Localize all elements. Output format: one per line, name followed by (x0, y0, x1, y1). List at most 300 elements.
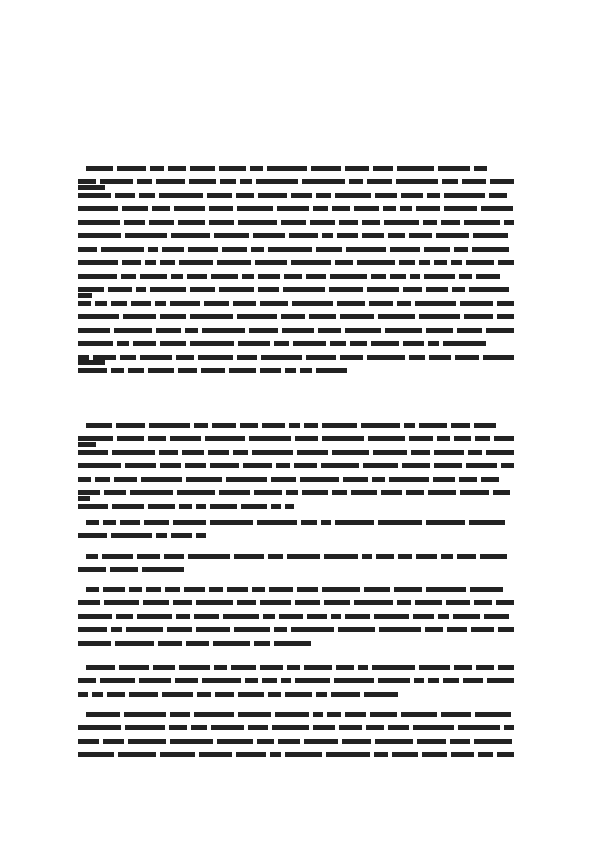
text-word (306, 355, 336, 360)
text-word (504, 725, 514, 730)
text-word (227, 587, 248, 592)
text-word (208, 450, 229, 455)
text-word (322, 423, 357, 428)
text-word (345, 166, 369, 171)
text-line (78, 225, 518, 235)
text-word (339, 725, 362, 730)
text-word (331, 614, 341, 619)
text-word (424, 274, 455, 279)
text-word (294, 463, 317, 468)
paragraph-2 (78, 415, 518, 509)
text-word (159, 450, 178, 455)
text-word (125, 725, 165, 730)
text-word (481, 477, 499, 482)
text-word (190, 287, 215, 292)
text-word (189, 179, 216, 184)
text-word (437, 436, 450, 441)
text-word (354, 600, 393, 605)
text-word (101, 247, 144, 252)
text-word (120, 520, 140, 525)
text-word (322, 436, 364, 441)
text-word (474, 166, 487, 171)
text-word (142, 567, 184, 572)
text-word (379, 627, 421, 632)
text-word (220, 179, 236, 184)
text-word (100, 678, 135, 683)
text-word (454, 247, 468, 252)
text-word (128, 368, 144, 373)
text-word (78, 193, 111, 198)
text-word (373, 166, 393, 171)
text-word (173, 600, 192, 605)
text-word (403, 341, 424, 346)
text-word (313, 206, 328, 211)
text-word (371, 274, 386, 279)
text-word (108, 287, 132, 292)
text-word (78, 739, 99, 744)
text-word (292, 301, 333, 306)
text-word (250, 166, 263, 171)
text-word (136, 287, 146, 292)
text-word (217, 260, 251, 265)
text-word (258, 274, 280, 279)
text-word (110, 567, 138, 572)
text-word (100, 179, 133, 184)
text-word (202, 328, 245, 333)
text-word (190, 166, 215, 171)
text-word (307, 614, 327, 619)
text-word (362, 233, 384, 238)
text-word (129, 692, 158, 697)
text-word (268, 247, 312, 252)
text-word (358, 665, 368, 670)
text-word (302, 490, 328, 495)
text-word (397, 301, 411, 306)
text-word (196, 533, 206, 538)
text-word (285, 752, 322, 757)
text-word (390, 247, 420, 252)
text-word (78, 233, 121, 238)
text-word (487, 678, 514, 683)
text-word (388, 725, 409, 730)
text-word (115, 641, 154, 646)
text-line (78, 559, 518, 569)
text-word (124, 712, 166, 717)
text-word (459, 274, 472, 279)
text-word (243, 463, 272, 468)
text-word (363, 463, 398, 468)
text-word (378, 678, 410, 683)
text-line (78, 670, 518, 680)
text-word (367, 179, 392, 184)
text-word (460, 301, 493, 306)
text-word (78, 725, 121, 730)
text-word (442, 179, 458, 184)
text-word (156, 328, 181, 333)
text-word (295, 600, 320, 605)
text-word (86, 520, 99, 525)
text-word (171, 233, 210, 238)
text-word (126, 627, 163, 632)
text-word (281, 678, 291, 683)
text-word (426, 587, 466, 592)
text-word (238, 692, 264, 697)
paragraph-6 (78, 657, 518, 697)
text-line (78, 212, 518, 222)
text-word (131, 301, 151, 306)
paragraph-3 (78, 512, 518, 539)
text-word (361, 423, 400, 428)
text-line (78, 293, 518, 303)
text-word (300, 477, 339, 482)
text-word (238, 712, 271, 717)
text-word (178, 368, 197, 373)
text-word (179, 504, 192, 509)
text-word (211, 725, 244, 730)
text-word (389, 477, 429, 482)
text-word (162, 247, 184, 252)
text-word (283, 287, 325, 292)
text-word (78, 641, 111, 646)
text-line (78, 239, 518, 249)
text-word (459, 477, 477, 482)
text-line (78, 266, 518, 276)
text-word (450, 739, 470, 744)
text-word (179, 260, 213, 265)
text-word (214, 665, 227, 670)
text-line (78, 546, 518, 556)
text-word (454, 665, 472, 670)
text-word (324, 554, 358, 559)
text-word (471, 627, 494, 632)
text-word (309, 314, 336, 319)
text-word (148, 247, 158, 252)
text-word (213, 641, 250, 646)
text-word (212, 423, 236, 428)
text-line (78, 347, 518, 357)
text-word (463, 678, 483, 683)
text-word (321, 520, 331, 525)
text-word (198, 355, 233, 360)
text-word (103, 520, 116, 525)
text-word (327, 712, 341, 717)
text-word (226, 477, 267, 482)
text-word (304, 423, 318, 428)
text-word (330, 341, 346, 346)
text-word (498, 627, 514, 632)
text-word (160, 314, 186, 319)
text-word (332, 490, 347, 495)
text-word (93, 355, 116, 360)
text-line (78, 252, 518, 262)
text-word (78, 355, 89, 360)
text-word (150, 287, 186, 292)
text-word (276, 463, 290, 468)
text-word (78, 314, 119, 319)
text-word (241, 504, 267, 509)
text-word (475, 436, 490, 441)
text-word (201, 368, 225, 373)
text-word (362, 554, 372, 559)
text-word (219, 287, 254, 292)
text-word (289, 423, 300, 428)
text-word (402, 463, 430, 468)
text-word (400, 206, 412, 211)
text-word (182, 450, 204, 455)
text-word (291, 193, 312, 198)
text-word (426, 287, 448, 292)
text-word (434, 260, 447, 265)
text-word (370, 712, 397, 717)
text-word (345, 712, 366, 717)
text-word (114, 477, 137, 482)
text-word (383, 206, 396, 211)
text-word (428, 678, 439, 683)
text-word (260, 600, 291, 605)
text-word (122, 260, 141, 265)
text-word (426, 520, 465, 525)
text-word (196, 504, 206, 509)
text-line (78, 525, 518, 535)
text-word (139, 678, 171, 683)
paragraph-4 (78, 546, 518, 573)
text-word (120, 355, 136, 360)
text-word (278, 739, 300, 744)
text-word (274, 641, 311, 646)
text-word (293, 341, 326, 346)
text-word (153, 665, 175, 670)
text-word (86, 712, 120, 717)
text-word (194, 423, 208, 428)
text-word (484, 614, 509, 619)
text-word (444, 206, 477, 211)
text-word (116, 423, 145, 428)
text-word (422, 752, 447, 757)
text-word (301, 520, 317, 525)
text-word (160, 341, 186, 346)
text-word (78, 567, 106, 572)
paragraph-7 (78, 704, 518, 758)
text-word (385, 328, 422, 333)
text-word (144, 520, 169, 525)
text-word (438, 614, 449, 619)
text-line (78, 320, 518, 330)
text-word (197, 692, 211, 697)
text-word (162, 692, 193, 697)
text-word (248, 725, 268, 730)
text-word (451, 260, 462, 265)
text-word (258, 287, 279, 292)
text-word (349, 179, 363, 184)
text-line (78, 657, 518, 667)
text-word (384, 220, 419, 225)
text-word (498, 260, 514, 265)
text-word (125, 463, 156, 468)
text-word (125, 233, 167, 238)
text-word (95, 301, 107, 306)
text-word (219, 166, 246, 171)
text-word (104, 600, 139, 605)
text-word (469, 520, 505, 525)
text-word (238, 341, 270, 346)
text-word (497, 301, 514, 306)
text-word (111, 301, 127, 306)
text-word (236, 752, 266, 757)
text-word (324, 600, 350, 605)
text-word (209, 206, 233, 211)
text-word (311, 166, 341, 171)
text-word (149, 220, 174, 225)
text-word (176, 614, 190, 619)
text-line (78, 333, 518, 343)
text-word (150, 166, 164, 171)
text-word (205, 436, 245, 441)
text-word (187, 274, 207, 279)
text-word (117, 436, 144, 441)
text-word (338, 627, 375, 632)
text-word (302, 179, 345, 184)
text-word (401, 712, 437, 717)
text-word (112, 504, 144, 509)
text-line (78, 360, 518, 370)
text-word (486, 328, 514, 333)
text-word (493, 490, 510, 495)
text-word (111, 533, 152, 538)
text-line (78, 415, 518, 425)
text-word (140, 355, 172, 360)
text-word (215, 692, 234, 697)
text-word (453, 614, 480, 619)
text-word (443, 341, 486, 346)
text-word (137, 179, 152, 184)
text-word (332, 450, 369, 455)
text-word (186, 641, 209, 646)
text-word (357, 260, 395, 265)
text-word (287, 665, 300, 670)
text-word (399, 260, 415, 265)
text-line (78, 428, 518, 438)
text-word (326, 752, 370, 757)
text-word (254, 641, 270, 646)
text-word (350, 341, 367, 346)
text-word (191, 725, 207, 730)
text-word (369, 301, 393, 306)
text-word (474, 423, 496, 428)
text-word (419, 314, 460, 319)
text-word (211, 274, 238, 279)
text-word (78, 274, 117, 279)
text-word (137, 554, 160, 559)
text-word (316, 193, 331, 198)
text-word (392, 752, 418, 757)
text-word (188, 247, 218, 252)
text-word (295, 678, 330, 683)
text-word (78, 678, 96, 683)
text-word (129, 587, 142, 592)
text-word (260, 665, 283, 670)
text-line (78, 619, 518, 629)
text-word (112, 450, 155, 455)
text-word (460, 490, 489, 495)
text-word (462, 179, 486, 184)
text-word (441, 554, 453, 559)
text-word (438, 166, 470, 171)
text-word (174, 206, 205, 211)
text-word (297, 587, 318, 592)
text-word (364, 692, 398, 697)
text-word (233, 301, 256, 306)
text-word (146, 587, 161, 592)
text-line (78, 579, 518, 589)
text-word (322, 587, 360, 592)
text-word (115, 193, 135, 198)
text-word (413, 725, 454, 730)
text-word (78, 477, 91, 482)
text-line (78, 198, 518, 208)
text-word (472, 247, 509, 252)
text-word (334, 678, 374, 683)
text-word (177, 490, 215, 495)
text-word (148, 368, 174, 373)
text-word (176, 355, 194, 360)
text-word (184, 587, 205, 592)
text-word (78, 206, 118, 211)
text-word (117, 166, 146, 171)
text-word (286, 490, 298, 495)
text-line (78, 744, 518, 754)
text-word (423, 220, 437, 225)
text-word (364, 587, 390, 592)
text-word (372, 477, 385, 482)
text-word (313, 725, 335, 730)
text-word (452, 287, 465, 292)
text-word (238, 220, 277, 225)
text-word (470, 587, 503, 592)
text-word (240, 179, 252, 184)
text-word (425, 627, 443, 632)
text-word (78, 504, 108, 509)
text-word (196, 627, 230, 632)
text-word (498, 665, 514, 670)
text-word (111, 368, 124, 373)
text-word (249, 436, 291, 441)
text-word (401, 193, 423, 198)
text-word (169, 725, 187, 730)
text-word (268, 692, 281, 697)
text-word (256, 179, 298, 184)
text-word (436, 233, 469, 238)
text-word (145, 260, 156, 265)
text-word (480, 554, 507, 559)
text-word (148, 504, 175, 509)
text-word (155, 301, 166, 306)
text-word (148, 436, 166, 441)
text-word (304, 665, 332, 670)
text-word (287, 554, 320, 559)
text-word (318, 328, 341, 333)
text-word (464, 220, 500, 225)
text-word (490, 179, 514, 184)
text-word (170, 301, 200, 306)
paragraph-5 (78, 579, 518, 646)
text-word (234, 627, 270, 632)
text-word (274, 341, 289, 346)
text-word (345, 614, 370, 619)
text-word (271, 477, 296, 482)
text-word (237, 600, 256, 605)
text-word (78, 692, 88, 697)
text-word (424, 247, 450, 252)
